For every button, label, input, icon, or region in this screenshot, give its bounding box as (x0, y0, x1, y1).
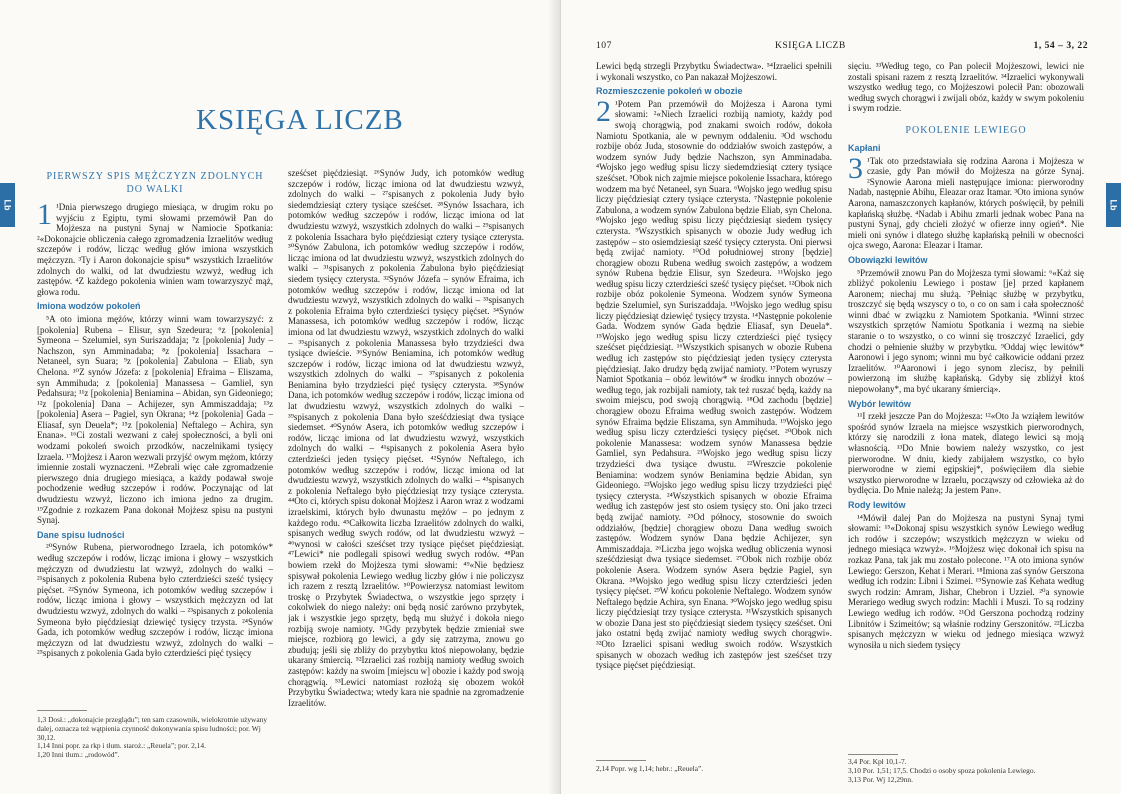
chapter-title: POKOLENIE LEWIEGO (905, 124, 1027, 136)
footnote: 2,14 Popr. wg 1,14; hebr.: „Reuela”. (596, 764, 704, 773)
section-heading: Kapłani (848, 142, 881, 153)
section-heading: Obowiązki lewitów (848, 254, 928, 265)
paragraph: ¹⁴Mówił dalej Pan do Mojżesza na pustyni Synaj tymi słowami: ¹⁵«Dokonaj spisu wszystkich synów Lewiego według ich rodów i szczepów; wszystkich mężczyzn w wieku od jednego miesiąca wzwyż». ¹⁶Mojżesz więc dokonał ich spisu na rozkaz Pana, tak jak mu zostało polecone. ¹⁷A oto imiona synów Lewiego: Gerszon, Kehat i Merari. ¹⁸Imiona zaś synów Gerszona według ich rodzin: Libni i Szimei. ¹⁹Synowie zaś Kehata według swych rodzin: Amram, Jishar, Chebron i Uzziel. ²⁰a synowie Merariego według swych rodzin: Machli i Muszi. To są rodziny Lewiego według ich rodów. ²¹Od Gerszona pochodzą rodziny Libnitów i Szimeitów; są właśnie rodziny Gerszonitów. ²²Liczba spisanych mężczyzn w wieku od jednego miesiąca wzwyż wynosiła u nich siedem tysięcy (848, 512, 1084, 650)
footnote: 1,3 Dosł.: „dokonajcie przeglądu”; ten sam czasownik, wielokrotnie używany dalej, oznacza też wątpienia czynność dokonywania spisu ludności; por. Wj 30,12. (37, 715, 268, 742)
section-heading: Rozmieszczenie pokoleń w obozie (596, 86, 743, 97)
footnote: 3,13 Por. Wj 12,29nn. (848, 774, 913, 784)
chapter-reference: 1, 54 – 3, 22 (1033, 40, 1088, 51)
book-tab-left: Lb (0, 183, 15, 227)
footnote: 3,4 Por. Kpł 10,1-7. (848, 757, 907, 766)
paragraph: sięciu. ³³Według tego, co Pan polecił Mojżeszowi, lewici nie zostali spisani razem z resztą Izraelitów. ³⁴Izraelici wykonywali wszystko według tego, co Mojżeszowi polecił Pan: obozowali według swych chorągwi i zwijali obóz, każdy w swym pokoleniu i swym rodzie. (848, 61, 1084, 114)
drop-cap: 1 (37, 198, 52, 231)
left-column-1 (37, 168, 273, 693)
paragraph: Lewici będą strzegli Przybytku Świadectwa». ⁵⁴Izraelici spełnili i wykonali wszystko, co Pan nakazał Mojżeszowi. (596, 61, 832, 82)
right-column-2 (848, 61, 1084, 749)
running-title: KSIĘGA LICZB (775, 40, 846, 51)
footnote: 3,10 Por. 1,51; 17,5. Chodzi o osoby spoza pokolenia Lewiego. (848, 765, 1036, 775)
section-heading: Rody lewitów (848, 499, 906, 510)
right-column-1 (596, 61, 832, 756)
section-heading: Imiona wodzów pokoleń (37, 301, 141, 312)
footnote-rule (37, 710, 87, 711)
book-tab-right: Lb (1106, 183, 1121, 227)
section-heading: Dane spisu ludności (37, 529, 125, 540)
paragraph: ⁵Przemówił znowu Pan do Mojżesza tymi słowami: ⁶«Każ się zbliżyć pokoleniu Lewiego i postaw [je] przed kapłanem Aaronem; niechaj mu służą. ⁷Pełniąc służbę w przybytku, troszczyć się będą wszyscy o to, o co on sam i cała społeczność winni dbać w związku z Namiotem Spotkania. ⁸Winni strzec wszystkich sprzętów Namiotu Spotkania i wezmą na siebie staranie o to wszystko, o co winni się troszczyć Izraelici, gdy chodzi o pełnienie służby w przybytku. ⁹Oddaj więc lewitów* Aaronowi i jego synom; winni mu być całkowicie oddani przez Izraelitów. ¹⁰Aaronowi i jego synom zlecisz, by pełnili powierzoną im służbę kapłańską. Gdyby się zbliżył ktoś niepowołany*, ma być ukarany śmiercią». (848, 267, 1084, 395)
footnote: 1,14 Inni popr. za rkp i tłum. staroż.: „Reuela”; por. 2,14. (37, 741, 206, 751)
footnote-rule (596, 760, 646, 761)
drop-cap: 2 (596, 94, 611, 128)
footnote: 1,20 Inni tłum.: „rodowód”. (37, 750, 120, 760)
paragraph: ¹Potem Pan przemówił do Mojżesza i Aarona tymi słowami: ²«Niech Izraelici rozbiją namioty, każdy pod swoją chorągwią, pod znakami swoich rodów, dokoła Namiotu Spotkania, ale w pewnym oddaleniu. ³Od wschodu rozbije obóz Juda, stosownie do oddziałów swoich zastępów, a wodzem synów Judy będzie Nachszon, syn Amminadaba. ⁴Wojsko jego według spisu liczy siedemdziesiąt cztery tysiące sześćset. ⁵Obok nich zajmie miejsce pokolenie Issachara, którego wodzem ma być Netaneel, syn Suara. ⁶Wojsko jego według spisu liczy pięćdziesiąt cztery tysiące czterysta. ⁷Następnie pokolenie Zabulona, a wodzem synów Zabulona będzie Eliab, syn Chelona. ⁸Wojsko jego według spisu liczy pięćdziesiąt siedem tysięcy czterysta. ⁹Wszystkich spisanych w obozie Judy według ich zastępów – sto osiemdziesiąt sześć tysięcy czterysta. Oni pierwsi będą zwijać namioty. ¹⁰Od południowej strony [będzie] chorągiew obozu Rubena według swoich zastępów, a wodzem synów Rubena będzie Elisur, syn Szedeura. ¹¹Wojsko jego według spisu liczy czterdzieści sześć tysięcy pięćset. ¹²Obok nich rozbije obóz pokolenie Symeona. Wodzem synów Symeona będzie Szelumiel, syn Suriszaddaja. ¹³Wojsko jego według spisu liczy pięćdziesiąt dziewięć tysięcy trzysta. ¹⁴Następnie pokolenie Gada. Wodzem synów Gada będzie Eliasaf, syn Deuela*. ¹⁵Wojsko jego według spisu liczy czterdzieści pięć tysięcy sześćset pięćdziesiąt. ¹⁶Wszystkich spisanych w obozie Rubena według ich zastępów sto pięćdziesiąt jeden tysięcy czterysta pięćdziesiąt. Jako drudzy będą zwijać namioty. ¹⁷Potem wyruszy Namiot Spotkania – obóz lewitów* w środku innych obozów – według tego, jak rozbijali namioty, tak też ruszać będą, każdy na swoim miejscu, pod swoją chorągwią. ¹⁸Od zachodu [będzie] chorągiew obozu Efraima według swoich zastępów. Wodzem synów Efraima będzie Eliszama, syn Ammihuda. ¹⁹Wojsko jego według spisu liczy czterdzieści tysięcy pięćset. ²⁰Obok nich pokolenie Manassesa: wodzem synów Manassesa będzie Gamliel, syn Pedahsura. ²¹Wojsko jego według spisu liczy trzydzieści dwa tysiące dwustu. ²²Wreszcie pokolenie Beniamina: wodzem synów Beniamina będzie Abidan, syn Gideoniego. ²³Wojsko jego według spisu liczy trzydzieści pięć tysięcy czterysta. ²⁴Wszystkich spisanych w obozie Efraima według ich zastępów jest sto osiem tysięcy sto. Oni jako trzeci będą zwijać namioty. ²⁵Od północy, stosownie do swoich oddziałów, [będzie] chorągiew obozu Dana według swoich zastępów. Wodzem synów Dana będzie Achijezer, syn Ammiszaddaja. ²⁶Liczba jego wojska według obliczenia wynosi sześćdziesiąt dwa tysiące siedemset. ²⁷Obok nich rozbije obóz pokolenie Asera. Wodzem synów Asera będzie Pagiel, syn Okrana. ²⁸Wojsko jego według spisu liczy czterdzieści jeden tysięcy pięćset. ²⁹W końcu pokolenie Neftalego. Wodzem synów Neftalego będzie Achira, syn Enana. ³⁰Wojsko jego według spisu liczy pięćdziesiąt trzy tysiące czterysta. ³¹Wszystkich spisanych w obozie Dana jest sto pięćdziesiąt siedem tysięcy sześćset. Oni jako ostatni będą zwijać namioty według swych chorągwi». ³²Oto Izraelici spisani według swoich rodów. Wszystkich spisanych w obozach według ich zastępów jest sześćset trzy tysiące pięćset pięćdziesiąt. (596, 98, 832, 671)
drop-cap: 3 (848, 151, 863, 185)
paragraph: ¹Tak oto przedstawiała się rodzina Aarona i Mojżesza w czasie, gdy Pan mówił do Mojżesza na górze Synaj. ²Synowie Aarona mieli następujące imiona: pierworodny Nadab, następnie Abihu, Eleazar oraz Itamar. ³Oto imiona synów Aarona, namaszczonych kapłanów, których poświęcił, by pełnili kapłańską służbę. ⁴Nadab i Abihu zmarli jednak wobec Pana na pustyni Synaj, gdy chcieli złożyć w ofierze inny ogień*. Nie mieli oni synów i dlatego służbę kapłańską pełnili w obecności ojca swego, Aarona: Eleazar i Itamar. (848, 155, 1084, 251)
footnote-rule (848, 754, 898, 755)
page-number: 107 (596, 40, 612, 51)
left-column-2 (288, 168, 524, 765)
paragraph: ⁵A oto imiona mężów, którzy winni wam towarzyszyć: z [pokolenia] Rubena – Elisur, syn Szedeura; ⁶z [pokolenia] Symeona – Szelumiel, syn Suriszaddaja; ⁷z [pokolenia] Judy – Nachszon, syn Amminadaba; ⁸z [pokolenia] Issachara – Netaneel, syn Suara; ⁹z [pokolenia] Zabulona – Eliab, syn Chelona. ¹⁰Z synów Józefa: z [pokolenia] Efraima – Eliszama, syn Ammihuda; z [pokolenia] Manassesa – Gamliel, syn Pedahsura; ¹¹z [pokolenia] Beniamina – Abidan, syn Gideoniego; ¹²z [pokolenia] Dana – Achijezer, syn Ammiszaddaja; ¹³z [pokolenia] Asera – Pagiel, syn Okrana; ¹⁴z [pokolenia] Gada – Eliasaf, syn Deuela*; ¹⁵z [pokolenia] Neftalego – Achira, syn Enana». ¹⁶Ci zostali wezwani z całej społeczności, a byli oni wodzami pokoleń swoich przodków, naczelnikami tysięcy Izraela. ¹⁷Mojżesz i Aaron wezwali przyjść owym mężom, którzy imiennie zostali wyznaczeni. ¹⁸Zebrali więc całe zgromadzenie pierwszego dnia drugiego miesiąca, a każdy podawał swoje pochodzenie według szczepów i rodów. Poczynając od lat dwudziestu wzwyż, liczono ich imiona jedno za drugim. ¹⁹Zgodnie z rozkazem Pana dokonał Mojżesz spisu na pustyni Synaj. (37, 313, 273, 526)
footnotes (596, 765, 832, 774)
book-title: KSIĘGA LICZB (196, 104, 404, 136)
paragraph: sześćset pięćdziesiąt. ²⁶Synów Judy, ich potomków według szczepów i rodów, licząc imiona od lat dwudziestu wzwyż, zdolnych do walki – ²⁷spisanych z pokolenia Judy było siedemdziesiąt cztery tysiące sześćset. ²⁸Synów Issachara, ich potomków według szczepów i rodów, licząc imiona od lat dwudziestu wzwyż, wszystkich zdolnych do walki – ²⁹spisanych z pokolenia Issachara było pięćdziesiąt cztery tysiące czterysta. ³⁰Synów Zabulona, ich potomków według szczepów i rodów, licząc imiona od lat dwudziestu wzwyż, wszystkich zdolnych do walki – ³¹spisanych z pokolenia Zabulona było pięćdziesiąt siedem tysięcy czterysta. ³²Synów Józefa – synów Efraima, ich potomków według szczepów i rodów, licząc imiona od lat dwudziestu wzwyż, wszystkich zdolnych do walki – ³³spisanych z pokolenia Efraima było czterdzieści tysięcy pięćset. ³⁴Synów Manassesa, ich potomków według szczepów i rodów, licząc imiona od lat dwudziestu wzwyż, wszystkich zdolnych do walki – ³⁵spisanych z pokolenia Manassesa było trzydzieści dwa tysiące dwieście. ³⁶Synów Beniamina, ich potomków według szczepów i rodów, licząc imiona od lat dwudziestu wzwyż, wszystkich zdolnych do walki – ³⁷spisanych z pokolenia Beniamina było trzydzieści pięć tysięcy czterysta. ³⁸Synów Dana, ich potomków według szczepów i rodów, licząc imiona od lat dwudziestu wzwyż, wszystkich zdolnych do walki – ³⁹spisanych z pokolenia Dana było sześćdziesiąt dwa tysiące siedemset. ⁴⁰Synów Asera, ich potomków według szczepów i rodów, licząc imiona od lat dwudziestu wzwyż, wszystkich zdolnych do walki – ⁴¹spisanych z pokolenia Asera było czterdzieści jeden tysięcy pięćset. ⁴²Synów Neftalego, ich potomków według szczepów i rodów, licząc imiona od lat dwudziestu wzwyż, wszystkich zdolnych do walki – ⁴³spisanych z pokolenia Neftalego było pięćdziesiąt trzy tysiące czterysta. ⁴⁴Oto ci, których spisu dokonał Mojżesz i Aaron wraz z wodzami izraelskimi, których było dwunastu mężów – po jednym z każdego rodu. ⁴⁵Całkowita liczba Izraelitów zdolnych do walki, spisanych według swych rodów, od lat dwudziestu wzwyż – ⁴⁶wynosi w całości sześćset trzy tysiące pięćset pięćdziesiąt. ⁴⁷Lewici* nie podlegali spisowi według swych rodów. ⁴⁸Pan bowiem rzekł do Mojżesza tymi słowami: ⁴⁹«Nie będziesz spisywał pokolenia Lewiego według liczby głów i nie policzysz ich razem z resztą Izraelitów. ⁵⁰Powierzysz natomiast lewitom troskę o Przybytek Świadectwa, o wszystkie jego sprzęty i cokolwiek do niego należy: oni będą nosić zarówno przybytek, jak i wszystkie jego sprzęty, będą mu służyć i dokoła niego rozbiją swoje namioty. ⁵¹Gdy przybytek będzie zmieniał swe miejsce, rozbiorą go lewici, a gdy się zatrzyma, znowu go zbudują; jeśli się zbliży do przybytku ktoś niepowołany, będzie ukarany śmiercią. ⁵²Izraelici zaś rozbiją namioty według swoich zastępów: każdy na swoim [miejscu w] obozie i każdy pod swoją chorągwią. ⁵³Lewici natomiast rozłożą się obozem wokół Przybytku Świadectwa; wtedy kara nie spadnie na zgromadzenie Izraelitów. (288, 168, 524, 708)
footnotes (37, 716, 273, 760)
paragraph: ¹¹I rzekł jeszcze Pan do Mojżesza: ¹²«Oto Ja wziąłem lewitów spośród synów Izraela na miejsce wszystkich pierworodnych, którzy się narodzili z łona matek, dlatego lewici są moją własnością. ¹³Do Mnie bowiem należy wszystko, co jest pierworodne. W dniu, kiedy zabijałem wszystko, co było pierworodne w ziemi egipskiej*, poświęciłem dla siebie wszystko pierworodne w Izraelu, począwszy od człowieka aż do bydlęcia. Do Mnie należą; Ja jestem Pan». (848, 411, 1084, 496)
chapter-title: PIERWSZY SPIS MĘŻCZYZN ZDOLNYCH DO WALKI (46, 171, 264, 195)
paragraph: ¹Dnia pierwszego drugiego miesiąca, w drugim roku po wyjściu z Egiptu, tymi słowami przemówił Pan do Mojżesza na pustyni Synaj w Namiocie Spotkania: ²«Dokonajcie obliczenia całego zgromadzenia Izraelitów według szczepów i rodów, licząc według głów imiona wszystkich mężczyzn. ³Ty i Aaron dokonajcie spisu* wszystkich Izraelitów zdolnych do walki, od lat dwudziestu wzwyż, według ich zastępów. ⁴Z każdego pokolenia winien wam towarzyszyć mąż, głowa rodu. (37, 202, 273, 297)
section-heading: Wybór lewitów (848, 398, 911, 409)
right-page (561, 0, 1121, 794)
paragraph: ²⁰Synów Rubena, pierworodnego Izraela, ich potomków* według szczepów i rodów, licząc imiona i głowy – wszystkich mężczyzn od dwudziestu lat wzwyż, zdolnych do walki – ²¹spisanych z pokolenia Rubena było czterdzieści sześć tysięcy pięćset. ²²Synów Symeona, ich potomków według szczepów i rodów, licząc imiona i głowy – wszystkich mężczyzn od lat dwudziestu wzwyż, zdolnych do walki – ²³spisanych z pokolenia Symeona było pięćdziesiąt dziewięć tysięcy trzysta. ²⁴Synów Gada, ich potomków według szczepów i rodów, licząc imiona mężczyzn od lat dwudziestu wzwyż, zdolnych do walki – ²⁵spisanych z pokolenia Gada było czterdzieści pięć tysięcy (37, 542, 273, 659)
footnotes (848, 758, 1084, 784)
